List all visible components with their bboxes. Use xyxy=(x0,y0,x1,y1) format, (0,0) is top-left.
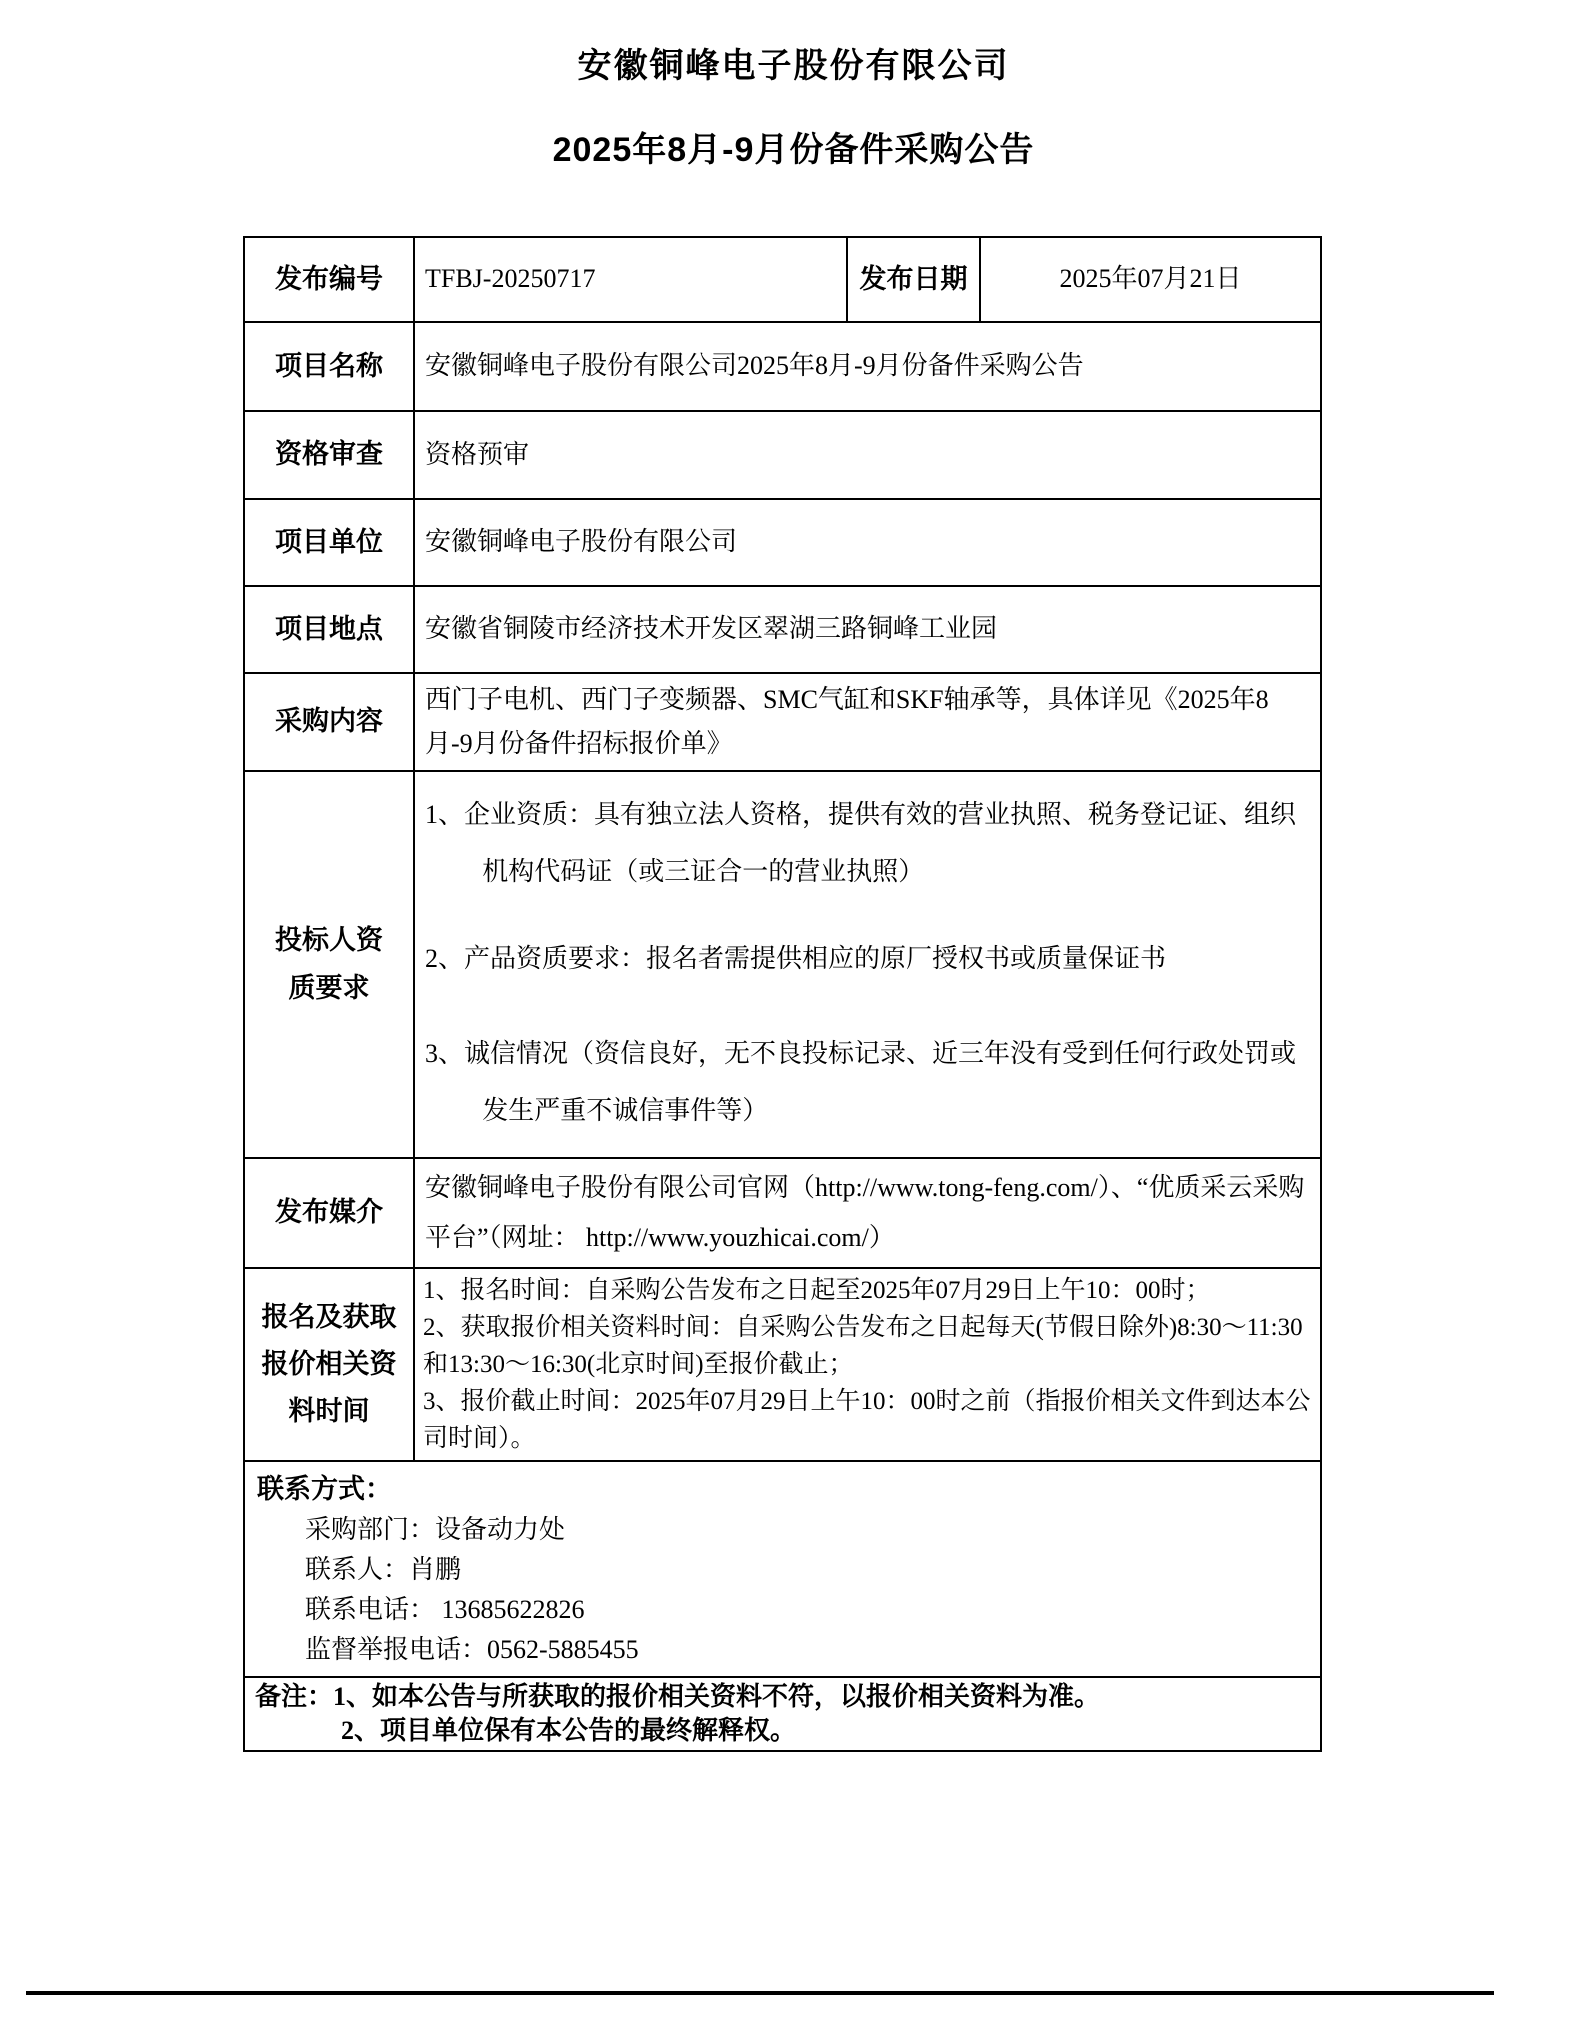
qualification-item-1: 1、企业资质：具有独立法人资格，提供有效的营业执照、税务登记证、组织机构代码证（或三证合一的营业执照） xyxy=(425,800,1297,886)
bidder-qualification-value xyxy=(414,771,1321,1158)
project-unit-value: 安徽铜峰电子股份有限公司 xyxy=(414,499,1321,586)
schedule-line-2: 2、获取报价相关资料时间：自采购公告发布之日起每天(节假日除外)8:30～11:30和13:30～16:30(北京时间)至报价截止； xyxy=(423,1314,1303,1378)
announcement-table xyxy=(243,236,1322,1752)
row-publish-media xyxy=(244,1158,1321,1268)
project-location-label: 项目地点 xyxy=(244,586,414,673)
row-publish xyxy=(244,237,1321,322)
contact-phone: 联系电话： 13685622826 xyxy=(305,1595,585,1624)
procurement-content-value: 西门子电机、西门子变频器、SMC气缸和SKF轴承等，具体详见《2025年8月-9月份备件招标报价单》 xyxy=(414,673,1321,771)
publish-no-label: 发布编号 xyxy=(244,237,414,322)
bidder-qualification-label: 投标人资质要求 xyxy=(244,771,414,1158)
row-remarks xyxy=(244,1677,1321,1751)
project-unit-label: 项目单位 xyxy=(244,499,414,586)
row-project-unit xyxy=(244,499,1321,586)
project-name-value: 安徽铜峰电子股份有限公司2025年8月-9月份备件采购公告 xyxy=(414,322,1321,411)
qualification-item-2: 2、产品资质要求：报名者需提供相应的原厂授权书或质量保证书 xyxy=(425,944,1167,973)
project-location-value: 安徽省铜陵市经济技术开发区翠湖三路铜峰工业园 xyxy=(414,586,1321,673)
publish-media-value: 安徽铜峰电子股份有限公司官网（http://www.tong-feng.com/）、“优质采云采购平台”（网址： http://www.youzhicai.com/） xyxy=(414,1158,1321,1268)
contact-department: 采购部门：设备动力处 xyxy=(305,1515,566,1544)
schedule-line-1: 1、报名时间：自采购公告发布之日起至2025年07月29日上午10：00时； xyxy=(423,1277,1211,1304)
schedule-value xyxy=(414,1268,1321,1461)
publish-no-value: TFBJ-20250717 xyxy=(414,237,847,322)
row-qualification-review xyxy=(244,411,1321,499)
publish-date-label: 发布日期 xyxy=(847,237,980,322)
row-contact xyxy=(244,1461,1321,1677)
doc-title: 安徽铜峰电子股份有限公司 xyxy=(577,47,1010,85)
row-procurement-content xyxy=(244,673,1321,771)
contact-person: 联系人：肖鹏 xyxy=(305,1555,462,1584)
contact-supervision-phone: 监督举报电话：0562-5885455 xyxy=(305,1635,639,1664)
row-project-location xyxy=(244,586,1321,673)
remark-line-2: 2、项目单位保有本公告的最终解释权。 xyxy=(341,1716,797,1745)
row-bidder-qualification xyxy=(244,771,1321,1158)
contact-section xyxy=(244,1461,1321,1677)
footer-divider-line xyxy=(26,1991,1494,1995)
qualification-item-3: 3、诚信情况（资信良好，无不良投标记录、近三年没有受到任何行政处罚或发生严重不诚信事件等） xyxy=(425,1039,1297,1125)
project-name-label: 项目名称 xyxy=(244,322,414,411)
schedule-line-3: 3、报价截止时间：2025年07月29日上午10：00时之前（指报价相关文件到达本公司时间）。 xyxy=(423,1388,1311,1452)
publish-date-value: 2025年07月21日 xyxy=(980,237,1321,322)
procurement-content-label: 采购内容 xyxy=(244,673,414,771)
row-schedule xyxy=(244,1268,1321,1461)
remarks-section xyxy=(244,1677,1321,1751)
schedule-label: 报名及获取报价相关资料时间 xyxy=(244,1268,414,1461)
remark-line-1: 备注：1、如本公告与所获取的报价相关资料不符，以报价相关资料为准。 xyxy=(255,1682,1101,1711)
publish-media-label: 发布媒介 xyxy=(244,1158,414,1268)
contact-heading: 联系方式： xyxy=(257,1474,392,1504)
qualification-review-value: 资格预审 xyxy=(414,411,1321,499)
qualification-review-label: 资格审查 xyxy=(244,411,414,499)
doc-subtitle: 2025年8月-9月份备件采购公告 xyxy=(552,131,1035,169)
row-project-name xyxy=(244,322,1321,411)
